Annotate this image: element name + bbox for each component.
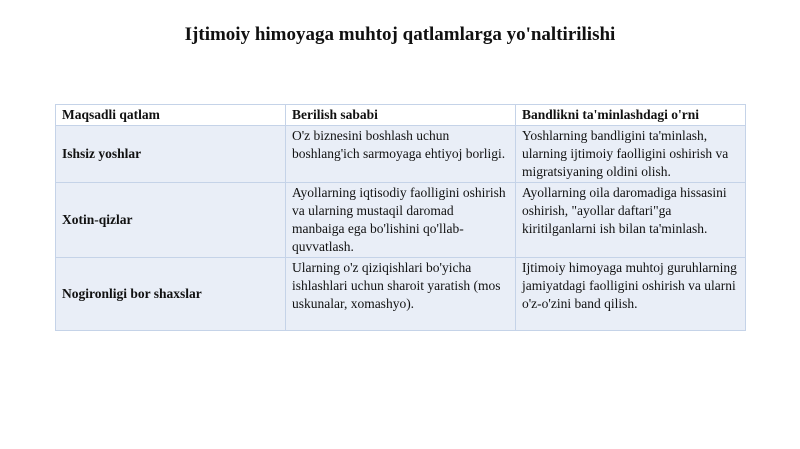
cell-target-group: Ishsiz yoshlar (56, 126, 286, 183)
cell-reason: O'z biznesini boshlash uchun boshlang'ich sarmoyaga ehtiyoj borligi. (286, 126, 516, 183)
cell-employment-role: Yoshlarning bandligini ta'minlash, ularning ijtimoiy faolligini oshirish va migratsiyaning oldini olish. (516, 126, 746, 183)
table-header-row (56, 105, 746, 126)
cell-employment-role: Ijtimoiy himoyaga muhtoj guruhlarning jamiyatdagi faolligini oshirish va ularni o'z-o'zini band qilish. (516, 258, 746, 331)
header-reason: Berilish sababi (286, 105, 516, 126)
cell-reason: Ayollarning iqtisodiy faolligini oshirish va ularning mustaqil daromad manbaiga ega bo'lishini qo'llab-quvvatlash. (286, 183, 516, 258)
cell-reason: Ularning o'z qiziqishlari bo'yicha ishlashlari uchun sharoit yaratish (mos uskunalar, xomashyo). (286, 258, 516, 331)
cell-target-group: Xotin-qizlar (56, 183, 286, 258)
cell-target-group: Nogironligi bor shaxslar (56, 258, 286, 331)
table-row (56, 126, 746, 183)
cell-employment-role: Ayollarning oila daromadiga hissasini oshirish, "ayollar daftari"ga kiritilganlarni ish bilan ta'minlash. (516, 183, 746, 258)
page-title: Ijtimoiy himoyaga muhtoj qatlamlarga yo'naltirilishi (184, 24, 616, 45)
target-groups-table (55, 104, 746, 331)
table-row (56, 183, 746, 258)
table-row (56, 258, 746, 331)
header-employment-role: Bandlikni ta'minlashdagi o'rni (516, 105, 746, 126)
header-target-group: Maqsadli qatlam (56, 105, 286, 126)
target-groups-table-container (55, 104, 745, 331)
